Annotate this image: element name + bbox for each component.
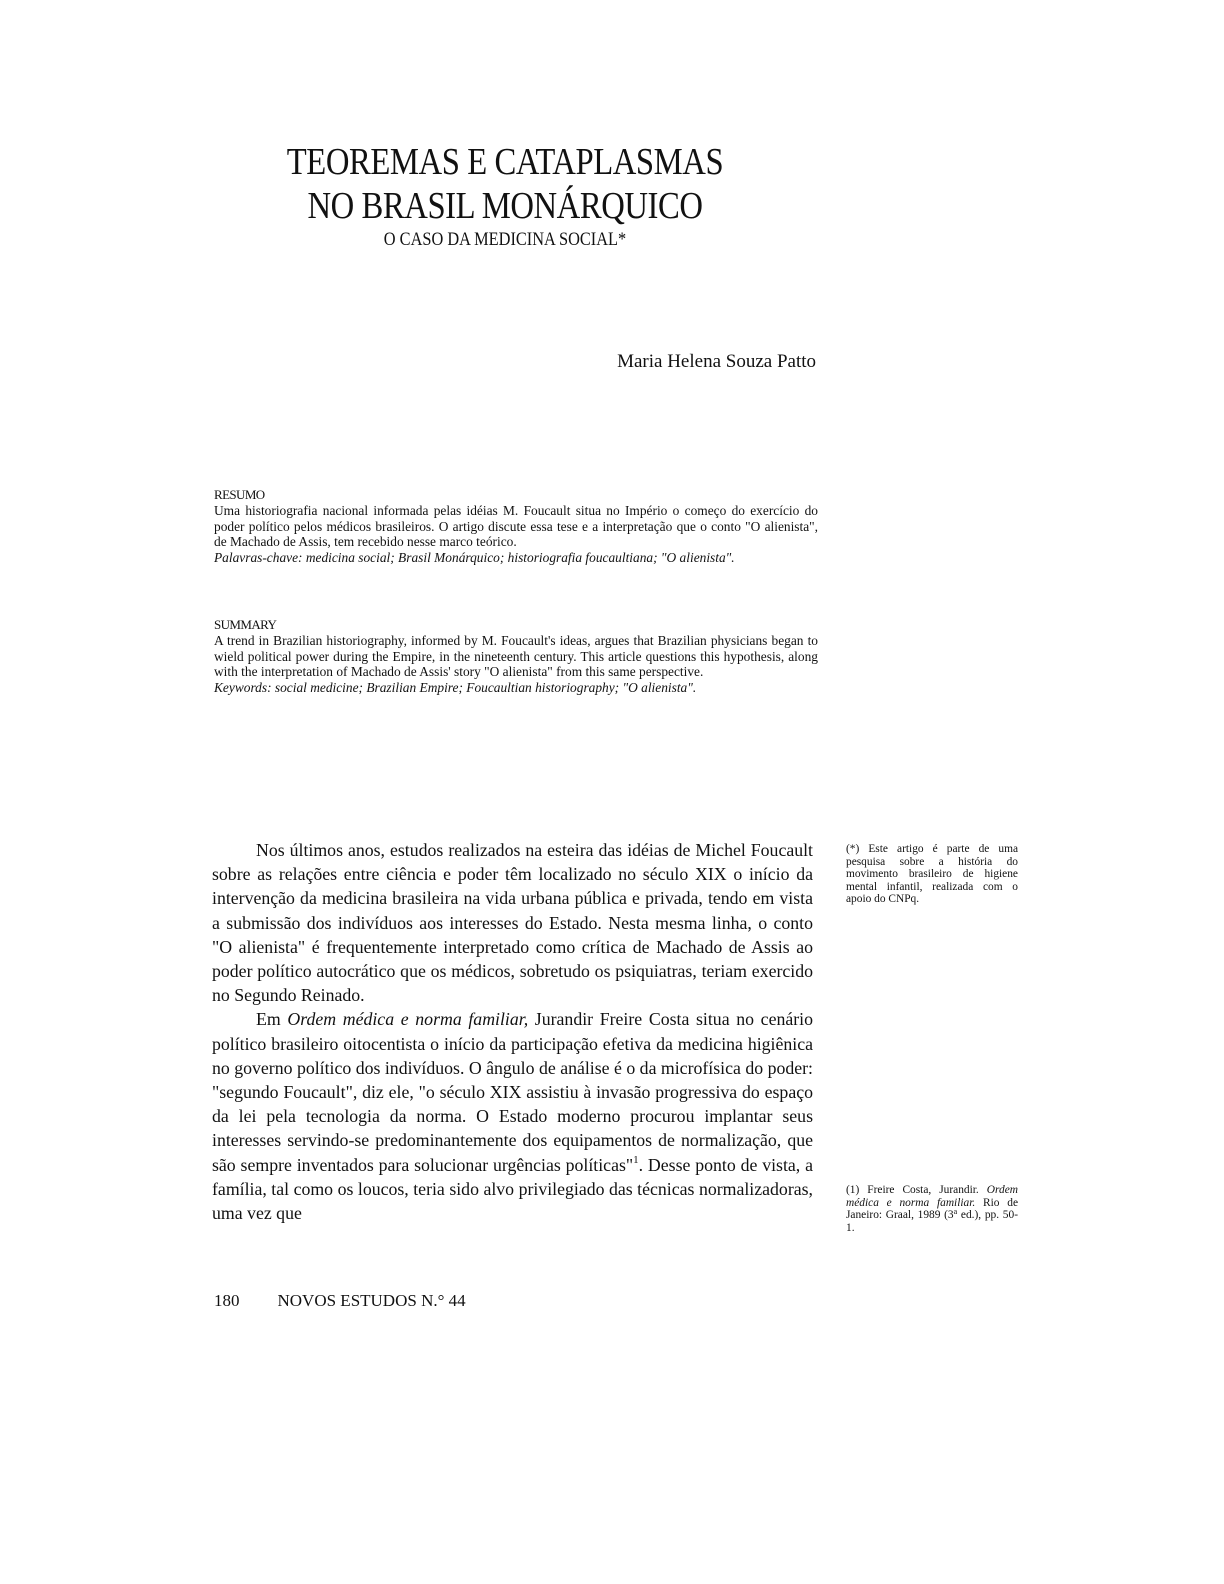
body-paragraph-1: Nos últimos anos, estudos realizados na esteira das idéias de Michel Foucault sobre as relações entre ciência e poder têm localizado no século XIX o início da intervenção da medicina brasileira na vida urbana pública e privada, tendo em vista a submissão dos indivíduos aos interesses do Estado. Nesta mesma linha, o conto "O alienista" é frequentemente interpretado como crítica de Machado de Assis ao poder político autocrático que os médicos, sobretudo os psiquiatras, teriam exercido no Segundo Reinado. [212, 840, 813, 1006]
title-line-2: NO BRASIL MONÁRQUICO [307, 185, 703, 227]
summary-keywords: Keywords: social medicine; Brazilian Empire; Foucaultian historiography; "O alienista". [214, 680, 697, 696]
footnote-1 [846, 1184, 1018, 1234]
p2-cited-title: Ordem médica e norma familiar, [287, 1009, 529, 1030]
footnote-1-end: ed.), pp. 50-1. [846, 1209, 1018, 1234]
footnote-star: (*) Este artigo é parte de uma pesquisa sobre a história do movimento brasileiro de higiene mental infantil, realizada com o apoio do CNPq. [846, 843, 1018, 906]
body-paragraph-2 [212, 1007, 813, 1225]
resumo-section [214, 487, 818, 566]
page-number: 180 [214, 1291, 240, 1310]
summary-section [214, 617, 818, 696]
author-name: Maria Helena Souza Patto [617, 351, 816, 372]
article-title [277, 140, 733, 228]
page-footer [214, 1290, 466, 1312]
p2-start: Em [256, 1009, 288, 1030]
resumo-text: Uma historiografia nacional informada pelas idéias M. Foucault situa no Império o começo do exercício do poder político pelos médicos brasileiros. O artigo discute essa tese e a interpretação que o conto "O alienista", de Machado de Assis, tem recebido nesse marco teórico. [214, 502, 818, 550]
footnote-1-superscript: a [953, 1207, 958, 1217]
footnote-1-middle: Rio de Janeiro: Graal, 1989 (3 [846, 1196, 1019, 1222]
footnote-ref-1[interactable]: 1 [633, 1153, 639, 1166]
summary-text: A trend in Brazilian historiography, informed by M. Foucault's ideas, argues that Brazilian physicians began to wield political power during the Empire, in the nineteenth century. This article questions this hypothesis, along with the interpretation of Machado de Assis' story "O alienista" from this same perspective. [214, 632, 818, 680]
footnote-1-cited-title: Ordem médica e norma familiar. [846, 1184, 1018, 1209]
summary-heading: SUMMARY [214, 617, 277, 632]
p2-middle: Jurandir Freire Costa situa no cenário político brasileiro oitocentista o início da participação efetiva da medicina higiênica no governo político dos indivíduos. O ângulo de análise é o da microfísica do poder: "segundo Foucault", diz ele, "o século XIX assistiu à invasão progressiva do espaço da lei pela tecnologia da norma. O Estado moderno procurou implantar seus interesses servindo-se predominantemente dos equipamentos de normalização, que são sempre inventados para solucionar urgências políticas" [212, 1009, 813, 1175]
article-subtitle: O CASO DA MEDICINA SOCIAL* [383, 229, 627, 250]
resumo-keywords: Palavras-chave: medicina social; Brasil Monárquico; historiografia foucaultiana; "O alienista". [214, 550, 735, 566]
journal-name: NOVOS ESTUDOS N.° 44 [277, 1291, 466, 1310]
footnote-1-start: (1) Freire Costa, Jurandir. [846, 1184, 987, 1196]
p2-end: . Desse ponto de vista, a família, tal como os loucos, teria sido alvo privilegiado das técnicas normalizadoras, uma vez que [212, 1154, 813, 1224]
title-line-1: TEOREMAS E CATAPLASMAS [286, 141, 724, 183]
resumo-heading: RESUMO [214, 487, 265, 502]
article-body [212, 838, 813, 1225]
